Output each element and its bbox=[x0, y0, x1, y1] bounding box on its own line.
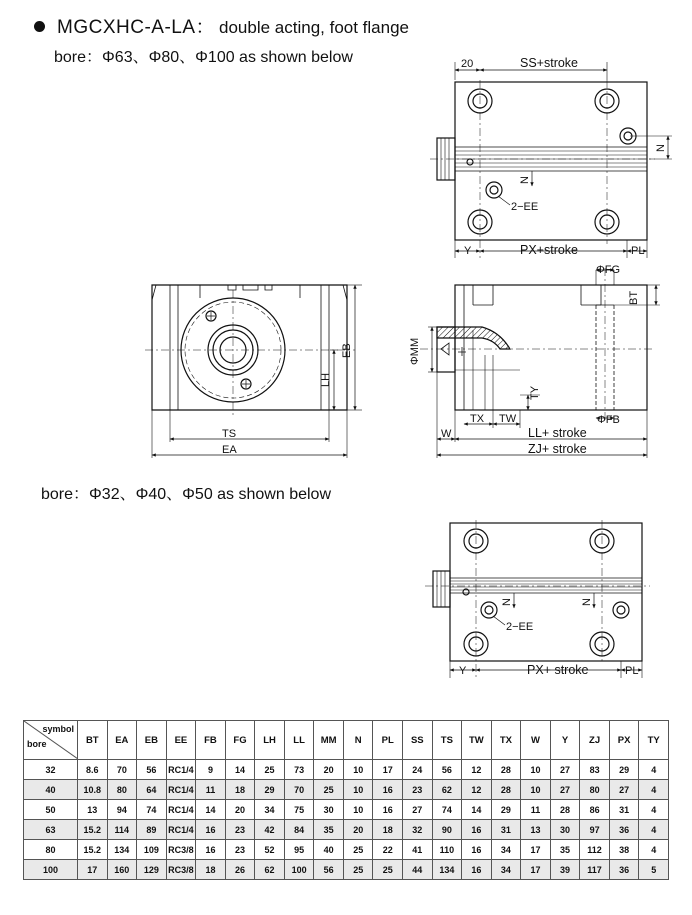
table-cell: 38 bbox=[609, 840, 639, 860]
table-cell: 4 bbox=[639, 800, 669, 820]
dim-ty-label: TY bbox=[529, 385, 541, 400]
column-header: EB bbox=[137, 721, 167, 760]
table-cell: 14 bbox=[462, 800, 492, 820]
table-cell: 114 bbox=[107, 820, 137, 840]
dim-tw-label: TW bbox=[499, 413, 517, 425]
table-cell: 134 bbox=[107, 840, 137, 860]
table-cell: 30 bbox=[314, 800, 344, 820]
table-cell: 16 bbox=[196, 820, 226, 840]
table-cell: 18 bbox=[196, 860, 226, 880]
table-cell: 64 bbox=[137, 780, 167, 800]
table-cell: 25 bbox=[343, 860, 373, 880]
dim-px-stroke-label: PX+stroke bbox=[520, 243, 579, 257]
column-header: N bbox=[343, 721, 373, 760]
model-description: double acting, foot flange bbox=[219, 18, 409, 37]
table-cell: 62 bbox=[432, 780, 462, 800]
table-cell: 4 bbox=[639, 760, 669, 780]
table-cell: 16 bbox=[462, 860, 492, 880]
dim-pl-label: PL bbox=[631, 245, 645, 257]
corner-bore-label: bore bbox=[27, 739, 47, 749]
table-cell: 12 bbox=[462, 780, 492, 800]
dim-2ee-label: 2−EE bbox=[511, 201, 539, 213]
table-cell: 14 bbox=[196, 800, 226, 820]
column-header: PX bbox=[609, 721, 639, 760]
small-dim-pl-label: PL bbox=[625, 665, 639, 677]
column-header: TY bbox=[639, 721, 669, 760]
table-cell: 9 bbox=[196, 760, 226, 780]
dim-ts-label: TS bbox=[222, 428, 237, 440]
table-cell: 23 bbox=[225, 820, 255, 840]
table-row bbox=[24, 780, 669, 800]
dim-ea-label: EA bbox=[222, 444, 237, 456]
table-cell: 89 bbox=[137, 820, 167, 840]
table-cell: 29 bbox=[491, 800, 521, 820]
small-dim-px-stroke-label: PX+ stroke bbox=[527, 663, 589, 677]
table-cell: RC1/4 bbox=[166, 760, 196, 780]
table-cell: 4 bbox=[639, 780, 669, 800]
bore-large-caption: bore：Φ63、Φ80、Φ100 as shown below bbox=[54, 49, 353, 66]
table-cell: 10.8 bbox=[78, 780, 108, 800]
table-cell: 36 bbox=[609, 860, 639, 880]
table-cell: 80 bbox=[580, 780, 610, 800]
table-cell: 11 bbox=[521, 800, 551, 820]
table-cell: 35 bbox=[550, 840, 580, 860]
table-cell: 70 bbox=[107, 760, 137, 780]
front-view-drawing bbox=[145, 285, 362, 458]
table-cell: 13 bbox=[521, 820, 551, 840]
column-header: EA bbox=[107, 721, 137, 760]
small-dim-y-label: Y bbox=[459, 665, 467, 677]
table-cell: 17 bbox=[78, 860, 108, 880]
table-cell: 44 bbox=[403, 860, 433, 880]
table-row bbox=[24, 800, 669, 820]
table-cell: 27 bbox=[550, 780, 580, 800]
table-cell: 12 bbox=[462, 760, 492, 780]
table-cell: 17 bbox=[373, 760, 403, 780]
table-cell: 4 bbox=[639, 840, 669, 860]
dim-eb-label: EB bbox=[341, 343, 353, 358]
dim-lh-label: LH bbox=[320, 372, 332, 387]
dim-y-label: Y bbox=[464, 245, 472, 257]
table-cell: 27 bbox=[403, 800, 433, 820]
table-cell: 10 bbox=[343, 780, 373, 800]
table-cell: 34 bbox=[491, 860, 521, 880]
table-row bbox=[24, 860, 669, 880]
table-cell: 22 bbox=[373, 840, 403, 860]
bore-cell: 63 bbox=[24, 820, 78, 840]
table-cell: 97 bbox=[580, 820, 610, 840]
table-cell: 80 bbox=[107, 780, 137, 800]
table-cell: 25 bbox=[373, 860, 403, 880]
table-cell: 83 bbox=[580, 760, 610, 780]
table-cell: 95 bbox=[284, 840, 314, 860]
bore-cell: 100 bbox=[24, 860, 78, 880]
corner-symbol-label: symbol bbox=[42, 724, 74, 734]
table-cell: 109 bbox=[137, 840, 167, 860]
bore-cell: 50 bbox=[24, 800, 78, 820]
table-cell: 84 bbox=[284, 820, 314, 840]
table-cell: 8.6 bbox=[78, 760, 108, 780]
table-cell: 13 bbox=[78, 800, 108, 820]
bore-cell: 80 bbox=[24, 840, 78, 860]
table-cell: RC3/8 bbox=[166, 860, 196, 880]
bore-cell: 40 bbox=[24, 780, 78, 800]
dim-20-label: 20 bbox=[461, 58, 474, 70]
column-header: FG bbox=[225, 721, 255, 760]
column-header: Y bbox=[550, 721, 580, 760]
table-cell: 39 bbox=[550, 860, 580, 880]
table-cell: 16 bbox=[373, 800, 403, 820]
table-cell: 29 bbox=[255, 780, 285, 800]
small-dim-n-label-left: N bbox=[501, 598, 513, 606]
table-cell: 112 bbox=[580, 840, 610, 860]
table-cell: 160 bbox=[107, 860, 137, 880]
table-cell: 10 bbox=[343, 800, 373, 820]
dim-mm-label: ΦMM bbox=[409, 337, 421, 365]
table-cell: 35 bbox=[314, 820, 344, 840]
table-row bbox=[24, 820, 669, 840]
table-cell: 74 bbox=[137, 800, 167, 820]
table-cell: 40 bbox=[314, 840, 344, 860]
table-cell: 14 bbox=[225, 760, 255, 780]
table-cell: 25 bbox=[255, 760, 285, 780]
table-cell: 10 bbox=[521, 780, 551, 800]
column-header: PL bbox=[373, 721, 403, 760]
table-cell: 31 bbox=[609, 800, 639, 820]
small-dim-n-label-right: N bbox=[581, 598, 593, 606]
table-cell: 10 bbox=[343, 760, 373, 780]
table-corner-cell bbox=[24, 721, 78, 760]
table-cell: 34 bbox=[491, 840, 521, 860]
table-cell: 25 bbox=[343, 840, 373, 860]
table-cell: 26 bbox=[225, 860, 255, 880]
column-header: SS bbox=[403, 721, 433, 760]
table-cell: 20 bbox=[225, 800, 255, 820]
table-cell: 117 bbox=[580, 860, 610, 880]
table-cell: 20 bbox=[314, 760, 344, 780]
column-header: LH bbox=[255, 721, 285, 760]
table-cell: 15.2 bbox=[78, 840, 108, 860]
table-cell: 134 bbox=[432, 860, 462, 880]
table-cell: 90 bbox=[432, 820, 462, 840]
model-name: MGCXHC-A-LA： bbox=[57, 17, 216, 38]
table-cell: 34 bbox=[255, 800, 285, 820]
bore-small-caption: bore：Φ32、Φ40、Φ50 as shown below bbox=[41, 486, 332, 503]
dim-fb-label: ΦFB bbox=[597, 414, 620, 426]
table-cell: 31 bbox=[491, 820, 521, 840]
table-cell: 32 bbox=[403, 820, 433, 840]
dim-fg-label: ΦFG bbox=[596, 264, 621, 276]
table-row bbox=[24, 840, 669, 860]
table-cell: 52 bbox=[255, 840, 285, 860]
table-cell: RC3/8 bbox=[166, 840, 196, 860]
table-cell: 30 bbox=[550, 820, 580, 840]
column-header: LL bbox=[284, 721, 314, 760]
table-cell: 56 bbox=[314, 860, 344, 880]
table-cell: 36 bbox=[609, 820, 639, 840]
table-cell: 28 bbox=[550, 800, 580, 820]
dim-tx-label: TX bbox=[470, 413, 485, 425]
table-cell: 28 bbox=[491, 760, 521, 780]
table-cell: 5 bbox=[639, 860, 669, 880]
table-cell: 62 bbox=[255, 860, 285, 880]
table-cell: 18 bbox=[225, 780, 255, 800]
table-cell: 70 bbox=[284, 780, 314, 800]
table-cell: 17 bbox=[521, 860, 551, 880]
dim-n-label-center: N bbox=[519, 176, 531, 184]
table-cell: 20 bbox=[343, 820, 373, 840]
table-cell: 17 bbox=[521, 840, 551, 860]
dim-n-label-top: N bbox=[655, 144, 667, 152]
table-cell: 28 bbox=[491, 780, 521, 800]
table-header-row bbox=[24, 721, 669, 760]
small-dim-2ee-label: 2−EE bbox=[506, 621, 534, 633]
table-cell: 129 bbox=[137, 860, 167, 880]
table-cell: 10 bbox=[521, 760, 551, 780]
table-cell: RC1/4 bbox=[166, 780, 196, 800]
table-cell: 29 bbox=[609, 760, 639, 780]
dim-ss-stroke-label: SS+stroke bbox=[520, 56, 579, 70]
table-cell: 16 bbox=[196, 840, 226, 860]
top-view-drawing bbox=[430, 62, 672, 258]
column-header: TW bbox=[462, 721, 492, 760]
table-cell: 4 bbox=[639, 820, 669, 840]
column-header: ZJ bbox=[580, 721, 610, 760]
table-cell: 73 bbox=[284, 760, 314, 780]
table-cell: RC1/4 bbox=[166, 820, 196, 840]
table-cell: 86 bbox=[580, 800, 610, 820]
table-cell: 27 bbox=[550, 760, 580, 780]
table-cell: 56 bbox=[137, 760, 167, 780]
column-header: EE bbox=[166, 721, 196, 760]
table-cell: 41 bbox=[403, 840, 433, 860]
dim-bt-label: BT bbox=[628, 290, 640, 305]
column-header: BT bbox=[78, 721, 108, 760]
column-header: TX bbox=[491, 721, 521, 760]
table-cell: 110 bbox=[432, 840, 462, 860]
column-header: TS bbox=[432, 721, 462, 760]
small-bore-top-view-drawing bbox=[425, 520, 650, 678]
column-header: MM bbox=[314, 721, 344, 760]
table-cell: 42 bbox=[255, 820, 285, 840]
table-cell: 11 bbox=[196, 780, 226, 800]
table-cell: 75 bbox=[284, 800, 314, 820]
table-cell: 25 bbox=[314, 780, 344, 800]
table-cell: 24 bbox=[403, 760, 433, 780]
table-cell: 16 bbox=[462, 820, 492, 840]
table-cell: 100 bbox=[284, 860, 314, 880]
bore-cell: 32 bbox=[24, 760, 78, 780]
table-cell: 74 bbox=[432, 800, 462, 820]
table-cell: 56 bbox=[432, 760, 462, 780]
table-cell: 27 bbox=[609, 780, 639, 800]
table-cell: 16 bbox=[373, 780, 403, 800]
dim-w-label: W bbox=[441, 428, 452, 440]
dimension-table bbox=[23, 720, 669, 880]
table-cell: 18 bbox=[373, 820, 403, 840]
table-cell: RC1/4 bbox=[166, 800, 196, 820]
column-header: FB bbox=[196, 721, 226, 760]
table-row bbox=[24, 760, 669, 780]
column-header: W bbox=[521, 721, 551, 760]
table-cell: 94 bbox=[107, 800, 137, 820]
table-cell: 23 bbox=[225, 840, 255, 860]
table-cell: 16 bbox=[462, 840, 492, 860]
dim-ll-stroke-label: LL+ stroke bbox=[528, 426, 587, 440]
table-cell: 15.2 bbox=[78, 820, 108, 840]
table-body bbox=[24, 760, 669, 880]
table-cell: 23 bbox=[403, 780, 433, 800]
dim-zj-stroke-label: ZJ+ stroke bbox=[528, 442, 587, 456]
